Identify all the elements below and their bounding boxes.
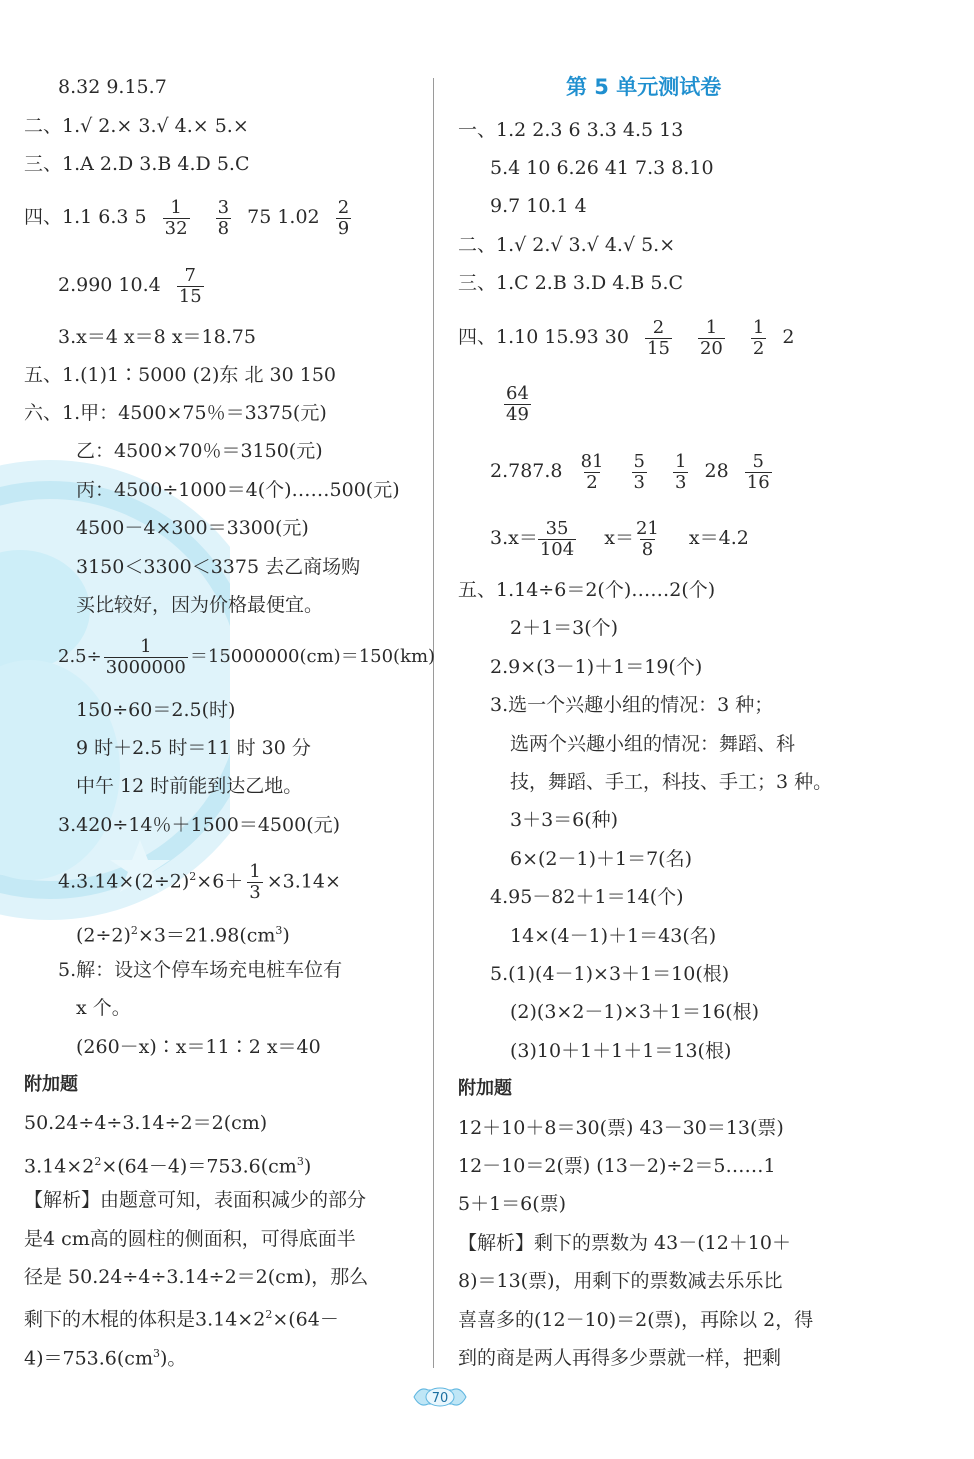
column-divider [433,78,434,1368]
answer-line: $3.14\times 2^2\times(64-4)=753.6(cm^3)$ [24,1155,312,1178]
answer-line: 6×(2－1)＋1＝7(名) [510,848,693,870]
fraction: $\frac{5}{16}$ [746,450,770,493]
answer-line: 二、1.√ 2.× 3.√ 4.× 5.× [24,115,249,137]
answer-line: 2.990 10.4 $\frac{7}{15}$ [58,264,202,307]
answer-line: 四、1.1 6.3 5 $\frac{1}{32}$ $\frac{3}{8}$ 75 1.02 $\frac{2}{9}$ [24,196,350,239]
answer-line: 五、1.14÷6＝2(个)……2(个) [458,579,716,601]
section-heading: 附加题 [458,1078,512,1099]
answer-line: 4.95－82＋1＝14(个) [490,886,684,908]
answer-line: 4500－4×300＝3300(元) [76,517,309,539]
fraction: $\frac{35}{104}$ [539,517,575,560]
answer-line: 3.选一个兴趣小组的情况：3 种； [490,694,774,716]
fraction: $\frac{7}{15}$ [178,264,202,307]
explanation-line: 到的商是两人再得多少票就一样，把剩 [458,1347,782,1369]
fraction: $\frac{81}{2}$ [580,450,604,493]
answer-line: 5.(1)(4－1)×3＋1＝10(根) [490,963,730,985]
answer-line: x 个。 [76,997,131,1019]
answer-line: 中午 12 时前能到达乙地。 [76,775,303,797]
fraction: $\frac{1}{2}$ [752,316,765,359]
answer-line: 二、1.√ 2.√ 3.√ 4.√ 5.× [458,234,676,256]
fraction: $\frac{2}{9}$ [337,196,350,239]
answer-line: 14×(4－1)＋1＝43(名) [510,925,717,947]
answer-line: 买比较好，因为价格最便宜。 [76,594,324,616]
answer-line: 3.420÷14％＋1500＝4500(元) [58,814,341,836]
fraction: $\frac{64}{49}$ [506,382,529,425]
answer-line: 五、1.(1)1∶5000 (2)东 北 30 150 [24,364,336,386]
answer-line: 5.解：设这个停车场充电桩车位有 [58,959,343,981]
explanation-line: 径是 50.24÷4÷3.14÷2＝2(cm)，那么 [24,1266,369,1288]
section-heading: 附加题 [24,1074,78,1095]
answer-line: 丙：4500÷1000＝4(个)……500(元) [76,479,400,501]
answer-line: 2.5÷ $\frac{1}{3000000}$ ＝15000000(cm)＝150(km) [58,635,436,678]
answer-line: 三、1.C 2.B 3.D 4.B 5.C [458,272,684,294]
answer-line: 3＋3＝6(种) [510,809,619,831]
answer-line: 150÷60＝2.5(时) [76,699,236,721]
answer-line: 8.32 9.15.7 [58,76,167,98]
fraction: $\frac{1}{3}$ [675,450,687,493]
answer-line: 3150＜3300＜3375 去乙商场购 [76,556,361,578]
explanation-line: 剩下的木棍的体积是$3.14\times 2^2\times(64-$ [24,1308,339,1331]
answer-line: 5.4 10 6.26 41 7.3 8.10 [490,157,714,179]
answer-line: 三、1.A 2.D 3.B 4.D 5.C [24,153,250,175]
answer-line: 3.x＝4 x＝8 x＝18.75 [58,326,256,348]
explanation-line: 【解析】由题意可知，表面积减少的部分 [24,1189,367,1211]
fraction: $\frac{1}{3}$ [249,860,261,903]
answer-line: 2.787.8 $\frac{81}{2}$ $\frac{5}{3}$ $\frac{1}{3}$ 28 $\frac{5}{16}$ [490,450,770,493]
fraction: $\frac{21}{8}$ [635,517,659,560]
answer-line: 50.24÷4÷3.14÷2＝2(cm) [24,1112,268,1134]
fraction: $\frac{3}{8}$ [217,196,230,239]
answer-line: 2.9×(3－1)＋1＝19(个) [490,656,703,678]
answer-line: 9.7 10.1 4 [490,195,587,217]
answer-line: 12＋10＋8＝30(票) 43－30＝13(票) [458,1117,784,1139]
answer-line: 六、1.甲：4500×75％＝3375(元) [24,402,327,424]
answer-line: $4.3.14\times(2\div 2)^2\times 6+$ $\frac{1}{3}$ ×3.14× [58,860,341,903]
page-number-badge [410,1382,470,1412]
section-title: 第 5 单元测试卷 [566,75,722,99]
answer-line [504,376,531,430]
answer-line: 2＋1＝3(个) [510,617,619,639]
explanation-line: 喜喜多的(12－10)＝2(票)，再除以 2，得 [458,1309,814,1331]
answer-line: (260－x)∶x＝11∶2 x＝40 [76,1036,321,1058]
answer-line: 3.x＝ $\frac{35}{104}$ x＝ $\frac{21}{8}$ x＝4.2 [490,517,749,560]
answer-line: 乙：4500×70％＝3150(元) [76,440,323,462]
explanation-line: 【解析】剩下的票数为 43－(12＋10＋ [458,1232,791,1254]
answer-line: (2)(3×2－1)×3＋1＝16(根) [510,1001,760,1023]
answer-line: 9 时＋2.5 时＝11 时 30 分 [76,737,311,759]
fraction: $\frac{1}{32}$ [164,196,188,239]
answer-line: 四、1.10 15.93 30 $\frac{2}{15}$ $\frac{1}{20}$ $\frac{1}{2}$ 2 [458,316,795,359]
explanation-line: 8)＝13(票)，用剩下的票数减去乐乐比 [458,1270,783,1292]
answer-line: $(2\div 2)^2\times 3=21.98(cm^3)$ [76,924,290,947]
answer-line: 一、1.2 2.3 6 3.3 4.5 13 [458,119,684,141]
answer-line: 技，舞蹈、手工，科技、手工；3 种。 [510,771,833,793]
answer-line: 5＋1＝6(票) [458,1193,567,1215]
page-number: 70 [431,1391,449,1406]
answer-line: 12－10＝2(票) (13－2)÷2＝5……1 [458,1155,776,1177]
explanation-line: $4)=753.6(cm^3)$。 [24,1347,187,1370]
fraction: $\frac{2}{15}$ [647,316,670,359]
explanation-line: 是4 cm高的圆柱的侧面积，可得底面半 [24,1228,356,1250]
fraction: $\frac{1}{3000000}$ [105,635,186,678]
fraction: $\frac{1}{20}$ [699,316,723,359]
answer-line: 选两个兴趣小组的情况：舞蹈、科 [510,733,796,755]
answer-line: (3)10＋1＋1＋1＝13(根) [510,1040,732,1062]
fraction: $\frac{5}{3}$ [633,450,645,493]
